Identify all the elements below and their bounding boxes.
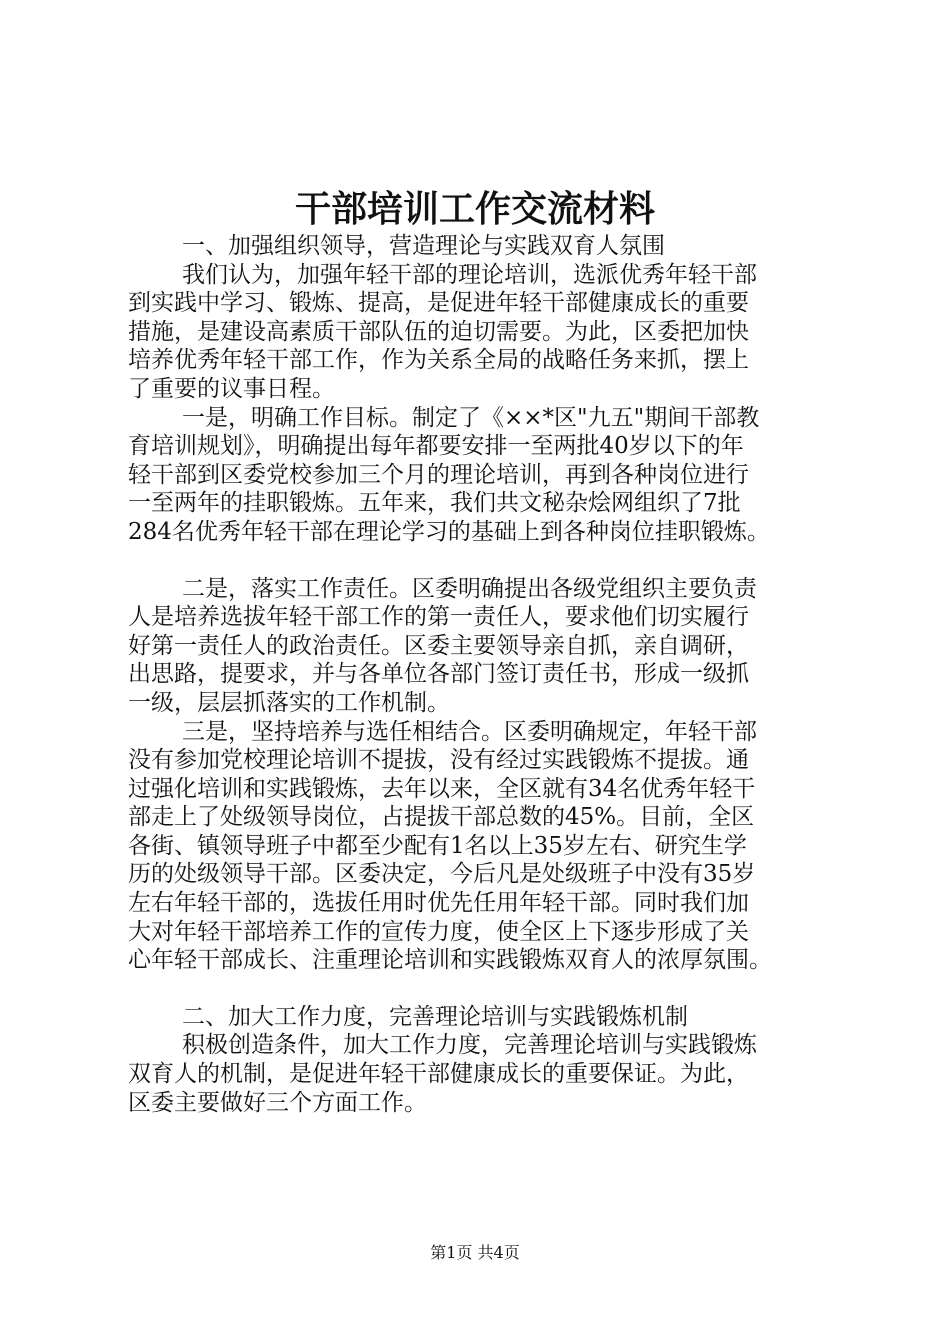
paragraph-line: 历的处级领导干部。区委决定，今后凡是处级班子中没有35岁 [128,861,756,888]
paragraph-line: 双育人的机制，是促进年轻干部健康成长的重要保证。为此， [128,1061,749,1088]
paragraph-line: 左右年轻干部的，选拔任用时优先任用年轻干部。同时我们加 [128,890,749,917]
paragraph-gap [128,975,838,1003]
paragraph-line: 284名优秀年轻干部在理论学习的基础上到各种岗位挂职锻炼。 [128,518,770,545]
paragraph-line: 一至两年的挂职锻炼。五年来，我们共文秘杂烩网组织了7批 [128,490,741,517]
document-title: 干部培训工作交流材料 [294,188,655,230]
paragraph-line: 出思路，提要求，并与各单位各部门签订责任书，形成一级抓 [128,661,749,688]
paragraph-line: 了重要的议事日程。 [128,375,335,402]
section-heading-2: 二、加大工作力度，完善理论培训与实践锻炼机制 [182,1003,688,1030]
paragraph-line: 各街、镇领导班子中都至少配有1名以上35岁左右、研究生学 [128,832,747,859]
paragraph-line: 区委主要做好三个方面工作。 [128,1089,427,1116]
page-footer: 第1页 共4页 [430,1243,520,1262]
paragraph-line: 培养优秀年轻干部工作，作为关系全局的战略任务来抓，摆上 [128,347,749,374]
paragraph-line: 一是，明确工作目标。制定了《××*区"九五"期间干部教 [182,404,760,431]
paragraph-line: 育培训规划》，明确提出每年都要安排一至两批40岁以下的年 [128,433,744,460]
paragraph-line: 积极创造条件，加大工作力度，完善理论培训与实践锻炼 [182,1032,757,1059]
paragraph-line: 心年轻干部成长、注重理论培训和实践锻炼双育人的浓厚氛围。 [128,947,772,974]
document-body [128,232,838,1117]
paragraph-line: 到实践中学习、锻炼、提高，是促进年轻干部健康成长的重要 [128,290,749,317]
paragraph-line: 二是，落实工作责任。区委明确提出各级党组织主要负责 [182,575,757,602]
paragraph-line: 一级，层层抓落实的工作机制。 [128,689,450,716]
paragraph-line: 部走上了处级领导岗位，占提拔干部总数的45%。目前，全区 [128,804,755,831]
paragraph-line: 措施，是建设高素质干部队伍的迫切需要。为此，区委把加快 [128,318,749,345]
paragraph-line: 大对年轻干部培养工作的宣传力度，使全区上下逐步形成了关 [128,918,749,945]
paragraph-line: 没有参加党校理论培训不提拔，没有经过实践锻炼不提拔。通 [128,747,749,774]
paragraph-line: 轻干部到区委党校参加三个月的理论培训，再到各种岗位进行 [128,461,749,488]
paragraph-gap [128,547,838,575]
paragraph-line: 三是，坚持培养与选任相结合。区委明确规定，年轻干部 [182,718,757,745]
paragraph-line: 人是培养选拔年轻干部工作的第一责任人，要求他们切实履行 [128,604,749,631]
paragraph-line: 过强化培训和实践锻炼，去年以来，全区就有34名优秀年轻干 [128,775,756,802]
paragraph-line: 好第一责任人的政治责任。区委主要领导亲自抓，亲自调研， [128,632,749,659]
section-heading-1: 一、加强组织领导，营造理论与实践双育人氛围 [182,233,665,259]
paragraph-line: 我们认为，加强年轻干部的理论培训，选派优秀年轻干部 [182,261,757,288]
